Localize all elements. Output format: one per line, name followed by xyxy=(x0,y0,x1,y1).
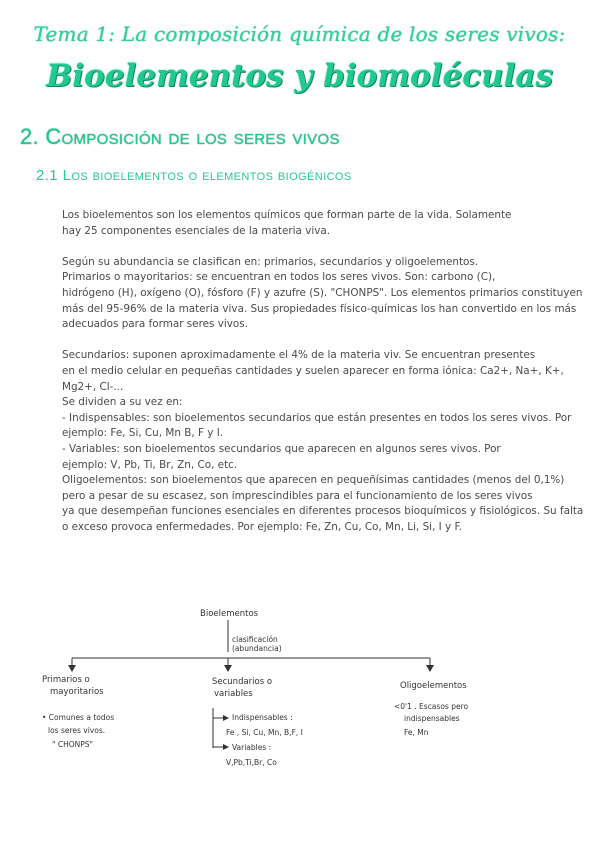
variables-label: Variables : xyxy=(232,743,272,752)
primarios-note-line2: los seres vivos. xyxy=(48,726,106,735)
node-primarios-line2: mayoritarios xyxy=(50,687,104,697)
text-line: hay 25 componentes esenciales de la materia viva. xyxy=(62,224,331,237)
indispensables-label: Indispensables : xyxy=(232,713,293,722)
node-secundarios-line2: variables xyxy=(214,689,253,699)
paragraph-secundarios xyxy=(62,348,590,535)
text-line: ejemplo: Fe, Si, Cu, Mn B, F y I. xyxy=(62,427,224,440)
text-line: hidrógeno (H), oxígeno (O), fósforo (F) y azufre (S). "CHONPS". Los elementos primarios constituyen xyxy=(62,286,583,299)
node-oligoelementos: Oligoelementos xyxy=(400,681,467,691)
text-line: ejemplo: V, Pb, Ti, Br, Zn, Co, etc. xyxy=(62,458,238,471)
primarios-note-line3: " CHONPS" xyxy=(52,740,93,749)
edge-label-line2: (abundancia) xyxy=(232,644,282,653)
title-line-1: Tema 1: La composición química de los seres vivos: xyxy=(33,22,566,46)
text-line: pero a pesar de su escasez, son imprescindibles para el funcionamiento de los seres vivos xyxy=(62,489,533,502)
text-line: Según su abundancia se clasifican en: primarios, secundarios y oligoelementos. xyxy=(62,255,479,268)
text-line: Oligoelementos: son bioelementos que aparecen en pequeñísimas cantidades (menos del 0,1%) xyxy=(62,474,565,487)
text-line: ya que desempeñan funciones esenciales en diferentes procesos bioquímicos y fisiológicos. Su falta xyxy=(62,505,584,518)
text-line: - Indispensables: son bioelementos secundarios que están presentes en todos los seres vivos. Por xyxy=(62,411,572,424)
subsection-heading: 2.1 Los bioelementos o elementos biogénicos xyxy=(36,167,352,184)
oligo-note-line2: indispensables xyxy=(404,714,460,723)
diagram-connectors xyxy=(0,600,599,800)
arrow-head xyxy=(223,744,229,750)
oligo-note-line1: <0'1 . Escasos pero xyxy=(394,702,469,711)
oligo-note-line3: Fe, Mn xyxy=(404,728,429,737)
text-line: Los bioelementos son los elementos químicos que forman parte de la vida. Solamente xyxy=(62,209,512,221)
text-line: o exceso provoca enfermedades. Por ejemplo: Fe, Zn, Cu, Co, Mn, Li, Si, I y F. xyxy=(62,520,463,533)
text-line: Primarios o mayoritarios: se encuentran en todos los seres vivos. Son: carbono (C), xyxy=(62,271,496,284)
node-secundarios-line1: Secundarios o xyxy=(212,677,273,687)
variables-values: V,Pb,Ti,Br, Co xyxy=(226,758,277,767)
paragraph-primarios xyxy=(62,255,590,333)
indispensables-values: Fe , Si, Cu, Mn, B,F, I xyxy=(226,728,303,737)
text-line: Secundarios: suponen aproximadamente el 4% de la materia viv. Se encuentran presentes xyxy=(62,349,536,362)
text-line: más del 95-96% de la materia viva. Sus propiedades físico-químicas los han convertido en los más xyxy=(62,302,577,315)
title-line-2: Bioelementos y biomoléculas xyxy=(46,58,553,94)
classification-diagram xyxy=(0,600,599,800)
body-text xyxy=(62,208,590,535)
edge-label-line1: clasificación xyxy=(232,635,278,644)
paragraph-intro xyxy=(62,208,590,239)
text-line: Se dividen a su vez en: xyxy=(62,396,183,409)
text-line: en el medio celular en pequeñas cantidades y suelen aparecer en forma iónica: Ca2+, Na+, K+, Mg2+, Cl-... xyxy=(62,364,564,393)
node-primarios-line1: Primarios o xyxy=(42,675,90,685)
section-heading: 2. Composición de los seres vivos xyxy=(20,124,340,149)
arrow-head xyxy=(68,665,76,672)
primarios-note-line1: • Comunes a todos xyxy=(42,713,115,722)
text-line: - Variables: son bioelementos secundarios que aparecen en algunos seres vivos. Por xyxy=(62,442,501,455)
arrow-head xyxy=(223,715,229,721)
text-line: adecuados para formar seres vivos. xyxy=(62,318,248,331)
root-node: Bioelementos xyxy=(200,609,259,619)
arrow-head xyxy=(224,665,232,672)
arrow-head xyxy=(426,665,434,672)
